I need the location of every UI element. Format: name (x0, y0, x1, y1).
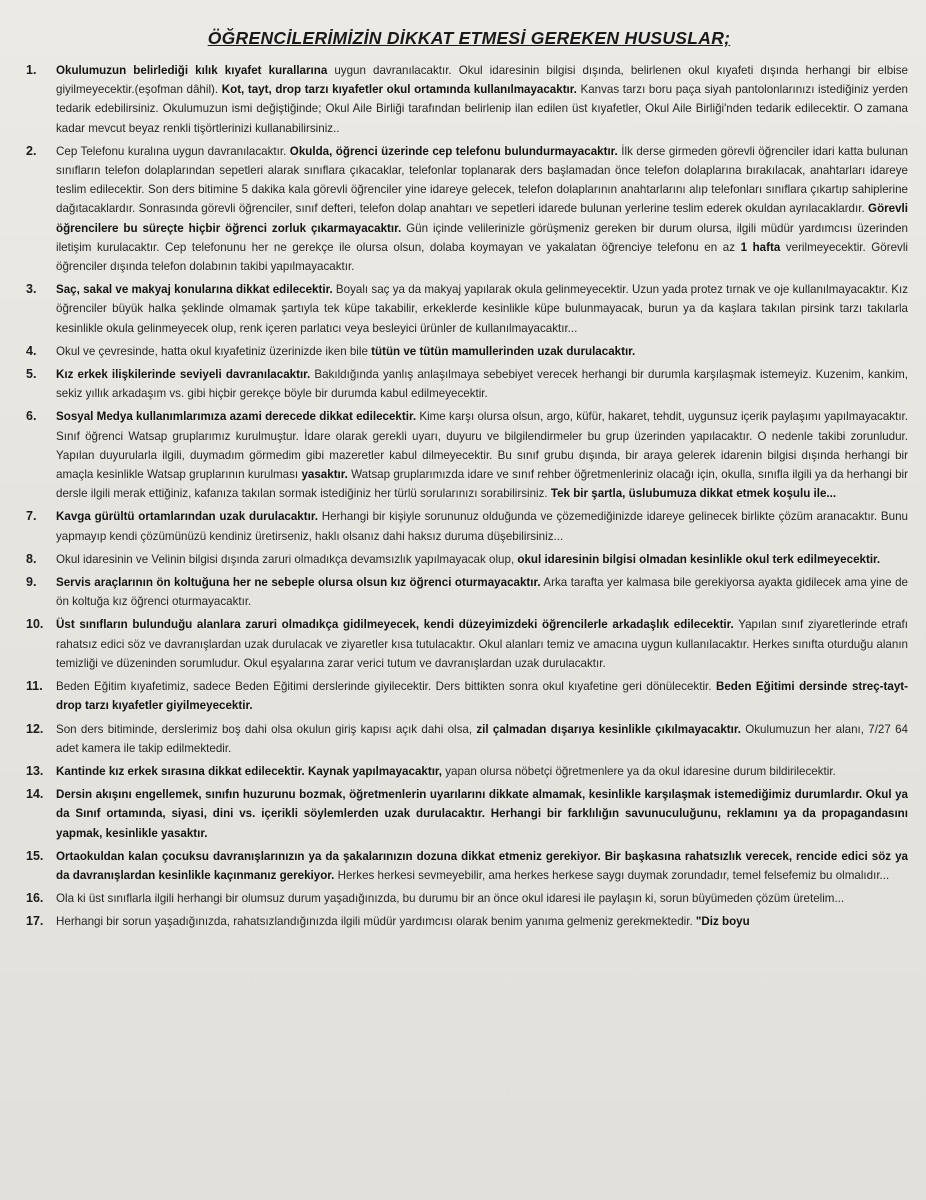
rule-text-plain: Herhangi bir kişiyle sorununuz olduğunda ve çözemediğinizde idareye gelinecek birlikte çözüm aranacaktır. Bunu yapmayıp kendi çözümünüzü kendiniz üretirseniz, haklı olsanız dahi haksız duruma düşebilirsiniz... (56, 510, 908, 543)
rule-text (56, 615, 912, 673)
rule-text-bold: Tek bir şartla, üslubumuza dikkat etmek koşulu ile... (550, 487, 837, 501)
rule-number: 9. (26, 575, 37, 590)
rule-item (26, 677, 912, 715)
rule-text-bold: tütün ve tütün mamullerinden uzak durulacaktır. (371, 344, 636, 358)
rule-item (26, 889, 912, 908)
rule-text-bold: Ortaokuldan kalan çocuksu davranışlarınızın ya da şakalarınızın dozuna dikkat etmeniz gerekiyor. Bir başkasına rahatsızlık verecek, rencide edici söz ya da davranışlardan kesinlikle kaçınmanız gerekiyor. (56, 849, 908, 882)
rule-number: 4. (26, 343, 37, 358)
rule-text-bold: Kız erkek ilişkilerinde seviyeli davranılacaktır. (56, 368, 311, 382)
rule-item (26, 847, 912, 885)
rule-number: 2. (26, 143, 37, 158)
rule-number: 3. (26, 282, 37, 297)
rule-text-bold: yasaktır. (301, 468, 348, 482)
rule-text (56, 507, 912, 545)
rule-text-plain: Herkes herkesi sevmeyebilir, ama herkes herkese saygı duymak zorundadır, temel felsefemiz bu olmalıdır... (334, 868, 890, 882)
rule-item (26, 550, 912, 569)
rule-text-plain: Boyalı saç ya da makyaj yapılarak okula gelinmeyecektir. Uzun yada protez tırnak ve oje kullanılmayacaktır. Kız öğrenciler büyük halka şeklinde olmamak şartıyla tek küpe takabilir, erkeklerde kesinlikle küpe bulunmayacak, burun ya da kaşlara takılan pirsink tarzı takılarla kesinlikle okula gelinmeyecek olup, renk içeren parlatıcı veya besleyici ürünler de kullanılmayacaktır... (56, 283, 908, 335)
rule-number: 15. (26, 848, 44, 863)
rule-text-plain: Kime karşı olursa olsun, argo, küfür, hakaret, tehdit, uygunsuz içerik paylaşımı yapılmayacaktır. Sınıf öğrenci Watsap gruplarımız kurulmuştur. İdare olarak gerekli uyarı, duyuru ve bilgilendirmeler bu grup üzerinden yapılacaktır. O nedenle takibi zorunludur. Yapılan duyurularla ilgili, duymadım görmedim gibi mazeretler kabul dilmeyecektir. Bu sınıf grubu dışında, bir araya gelerek idarenin bilgisi dışında herhangi bir amaçla kesinlikle Watsap gruplarının kurulması (56, 410, 908, 482)
rule-text-plain: Cep Telefonu kuralına uygun davranılacaktır. (56, 144, 290, 158)
rule-text-bold: Dersin akışını engellemek, sınıfın huzurunu bozmak, öğretmenlerin uyarılarını dikkate almamak, kesinlikle karşılaşmak istemediğimiz durumlardır. Okul ya da Sınıf ortamında, siyasi, dini vs. içerikli söylemlerden uzak durulacaktır. Herhangi bir farklılığın savunuculuğunu, reklamını ya da propagandasını yapmak, kesinlikle yasaktır. (56, 788, 908, 840)
rule-text-bold: okul idaresinin bilgisi olmadan kesinlikle okul terk edilmeyecektir. (517, 552, 881, 566)
rule-number: 5. (26, 367, 37, 382)
rule-text-bold: Sosyal Medya kullanımlarımıza azami derecede dikkat edilecektir. (56, 410, 417, 424)
rule-item (26, 365, 912, 403)
rule-number: 14. (26, 787, 44, 802)
rule-text-bold: Saç, sakal ve makyaj konularına dikkat edilecektir. (56, 283, 333, 297)
rule-text-bold: 1 hafta (740, 240, 781, 254)
rule-text (56, 61, 912, 138)
rule-item (26, 762, 912, 781)
rule-text-bold: "Diz boyu (695, 915, 750, 929)
rule-text-plain: Beden Eğitim kıyafetimiz, sadece Beden Eğitimi derslerinde giyilecektir. Ders bittikten sonra okul kıyafetine geri dönülecektir. (56, 680, 716, 694)
rule-number: 11. (26, 679, 43, 694)
rule-item (26, 785, 912, 843)
rule-text-bold: Kantinde kız erkek sırasına dikkat edilecektir. Kaynak yapılmayacaktır, (56, 764, 443, 778)
rule-text-plain: Yapılan sınıf ziyaretlerinde etrafı rahatsız edici söz ve davranışlardan uzak durulacak ve ziyaretler kısa tutulacaktır. Okul alanları temiz ve amacına uygun kullanılacaktır. Herkes sınıfta oturduğu alanın temizliği ve düzeninden sorumludur. Okul eşyalarına zarar verici tutum ve davranışlardan uzak durulacaktır. (56, 618, 908, 670)
rule-item (26, 280, 912, 338)
rule-text (56, 889, 912, 908)
rule-text (56, 912, 912, 931)
rule-text-plain: Bakıldığında yanlış anlaşılmaya sebebiyet verecek herhangi bir durumla karşılaşmak istemeyiz. Kuzenim, kankim, sekiz yıllık arkadaşım vs. gibi hiçbir gerekçe böyle bir durumda kabul edilmeyecektir. (56, 368, 908, 401)
rule-text (56, 847, 912, 885)
rule-text-bold: Okulda, öğrenci üzerinde cep telefonu bulundurmayacaktır. (289, 144, 618, 158)
rule-number: 16. (26, 891, 44, 906)
rule-item (26, 61, 912, 138)
rule-text (56, 365, 912, 403)
rule-text-bold: Servis araçlarının ön koltuğuna her ne sebeple olursa olsun kız öğrenci oturmayacaktır. (56, 576, 541, 590)
rule-number: 10. (26, 617, 44, 632)
rule-text-plain: Gün içinde velilerinizle görüşmeniz gereken bir durum olursa, ilgili müdür yardımcısı üzerinden iletişim kurulacaktır. Cep telefonunu her ne gerekçe ile olursa olsun, dolaba koymayan ve yakalatan öğrenciye telefonu en az (56, 221, 908, 254)
rule-item (26, 342, 912, 361)
rule-text (56, 142, 912, 276)
rule-item (26, 573, 912, 611)
rule-text (56, 677, 912, 715)
rule-text-bold: Görevli öğrencilere bu süreçte hiçbir öğrenci zorluk çıkarmayacaktır. (56, 202, 908, 235)
rule-text-bold: Üst sınıfların bulunduğu alanlara zaruri olmadıkça gidilmeyecek, kendi düzeyimizdeki öğrencilerle arkadaşlık edilecektir. (56, 618, 734, 632)
rule-text (56, 720, 912, 758)
rule-number: 6. (26, 409, 37, 424)
rule-text (56, 785, 912, 843)
rule-text-plain: Okulumuzun her alanı, 7/27 64 adet kamera ile takip edilmektedir. (56, 722, 908, 755)
rule-item (26, 507, 912, 545)
document-title: ÖĞRENCİLERİMİZİN DİKKAT ETMESİ GEREKEN HUSUSLAR; (207, 28, 731, 48)
rule-text-bold: Kot, tayt, drop tarzı kıyafetler okul ortamında kullanılmayacaktır. (221, 83, 577, 97)
rule-item (26, 720, 912, 758)
rule-item (26, 912, 912, 931)
rule-text-plain: verilmeyecektir. Görevli öğrenciler dışında telefon dolabının takibi yapılmayacaktır. (56, 240, 908, 274)
rule-text-plain: Arka tarafta yer kalmasa bile gerekiyorsa ayakta gidilecek ama yine de ön koltuğa kız öğrenci oturmayacaktır. (56, 576, 908, 609)
rule-text-plain: İlk derse girmeden görevli öğrenciler idari katta bulunan sınıfların telefon dolaplarından sepetleri alarak sınıflara çıkacaklar, telefonlar toplanarak ders başlamadan önce telefon dolaplarına bırakılacak, anahtarları idareye teslim edilecektir. Son ders bitimine 5 dakika kala görevli öğrenciler yine idareye gelecek, telefon dolaplarının anahtarlarını alıp telefonları sınıflara çıkartıp sahiplerine dağıtacaklardır. Sonrasında görevli öğrenciler, sınıf defteri, telefon dolap anahtarı ve sepetleri idarede bulunan yerlerine teslim ederek okuldan ayrılacaklardır. (56, 144, 908, 216)
rule-text-plain: yapan olursa nöbetçi öğretmenlere ya da okul idaresine durum bildirilecektir. (442, 764, 836, 778)
rule-item (26, 407, 912, 503)
rule-text (56, 407, 912, 503)
rule-text (56, 280, 912, 338)
rule-number: 1. (26, 63, 37, 77)
rule-text-plain: Son ders bitiminde, derslerimiz boş dahi olsa okulun giriş kapısı açık dahi olsa, (56, 722, 477, 736)
rule-item (26, 142, 912, 276)
rule-number: 17. (26, 914, 44, 929)
rule-text-bold: zil çalmadan dışarıya kesinlikle çıkılmayacaktır. (476, 722, 741, 736)
rule-number: 7. (26, 509, 37, 524)
rule-number: 8. (26, 551, 37, 566)
rule-text-plain: Herhangi bir sorun yaşadığınızda, rahatsızlandığınızda ilgili müdür yardımcısı olarak benim yanıma gelmeniz gerekmektedir. (56, 915, 696, 929)
rule-number: 13. (26, 763, 44, 778)
rule-text (56, 550, 912, 569)
rule-text-plain: Ola ki üst sınıflarla ilgili herhangi bir olumsuz durum yaşadığınızda, bu durumu bir an önce okul idaresi ile paylaşın ki, sorun büyümeden çözüm üretelim... (56, 892, 845, 906)
rule-text-plain: Watsap gruplarımızda idare ve sınıf rehber öğretmenleriniz olacağı için, okulla, sınıfla ilgili ya da herhangi bir dersle ilgili merak ettiğiniz, kafanıza takılan sormak istediğiniz her türlü sorularınızı sorabilirsiniz. (56, 468, 908, 501)
rule-text-bold: Beden Eğitimi dersinde streç-tayt-drop tarzı kıyafetler giyilmeyecektir. (56, 680, 908, 713)
rule-text-plain: Kanvas tarzı boru paça siyah pantolonlarınızı istediğiniz yerden tedarik edebilirsiniz. Okulumuzun ismi değiştiğinde; Okul Aile Birliği tarafından belirlenip ilan edilen üst kıyafetler, Okul Aile Birliği'nden tedarik edilecektir. O zamana kadar mevcut beyaz renkli tişörtlerinizi kullanabilirsiniz.. (56, 83, 908, 135)
rule-text-bold: Kavga gürültü ortamlarından uzak durulacaktır. (56, 510, 318, 524)
rule-text-bold: Okulumuzun belirlediği kılık kıyafet kurallarına (56, 64, 328, 77)
rule-text (56, 573, 912, 611)
rule-text (56, 762, 912, 781)
rule-number: 12. (26, 721, 44, 736)
rule-text-plain: Okul idaresinin ve Velinin bilgisi dışında zaruri olmadıkça devamsızlık yapılmayacak olup, (56, 552, 518, 566)
rule-text-plain: Okul ve çevresinde, hatta okul kıyafetiniz üzerinizde iken bile (56, 344, 372, 358)
rule-text-plain: uygun davranılacaktır. Okul idaresinin bilgisi dışında, belirlenen okul kıyafeti dışında herhangi bir elbise giyilmeyecektir.(eşofman dâhil). (56, 64, 908, 97)
rule-item (26, 615, 912, 673)
rules-list (26, 61, 912, 932)
rule-text (56, 342, 912, 361)
